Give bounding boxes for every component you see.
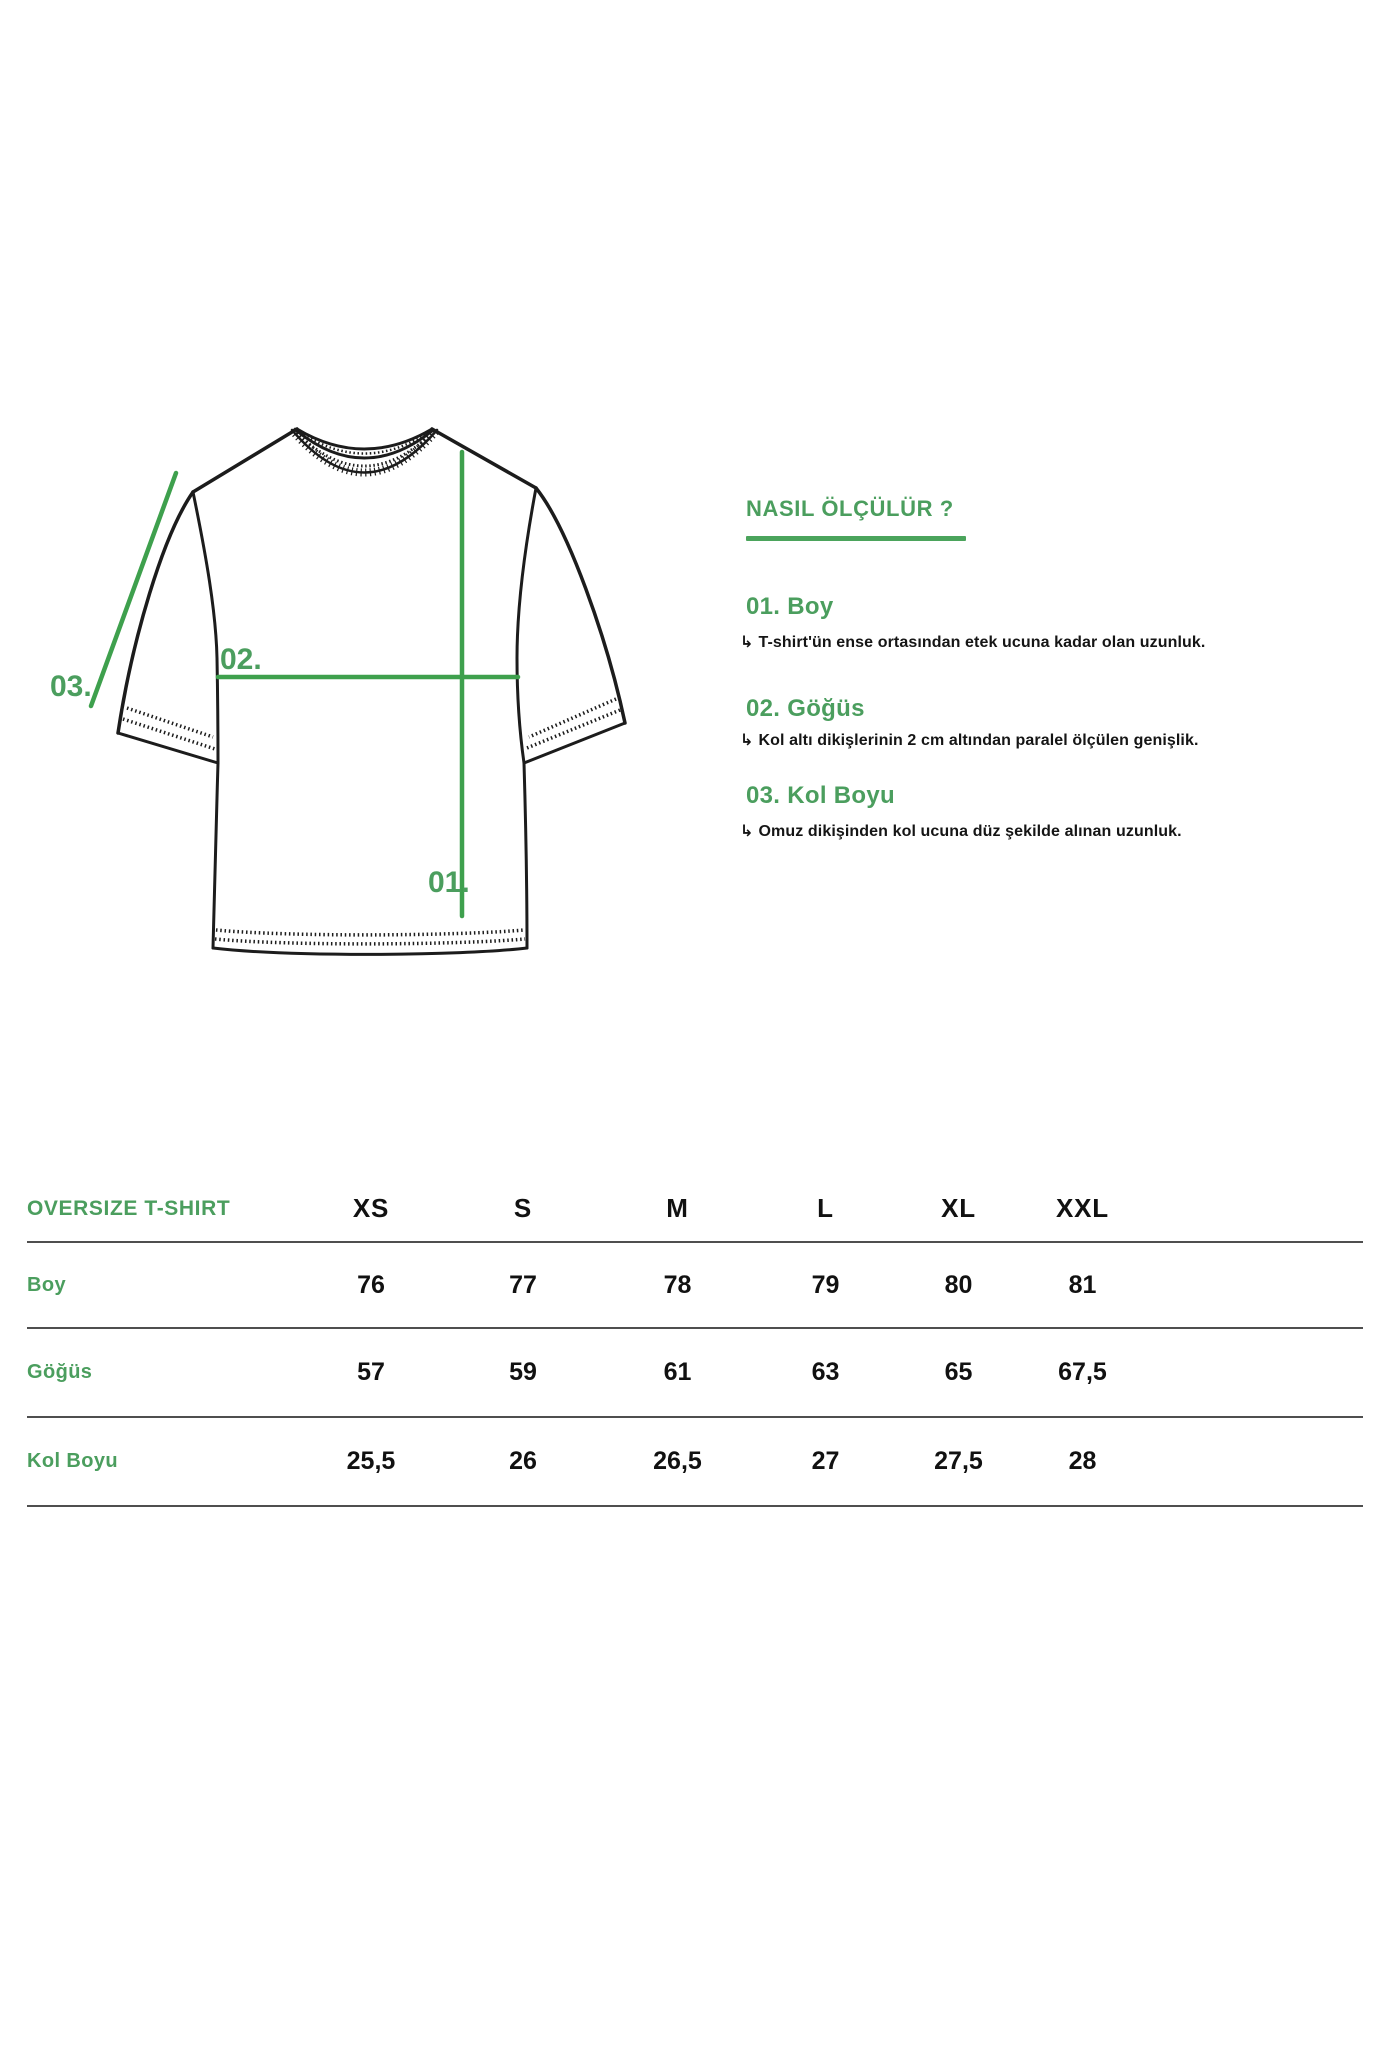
table-row-kol-boyu (27, 1418, 1363, 1507)
measurement-lines (91, 452, 518, 916)
size-value-cell: 78 (663, 1270, 692, 1299)
tshirt-outline (118, 429, 625, 954)
size-value-cell: 59 (509, 1358, 537, 1386)
size-value-cell: 65 (944, 1358, 973, 1386)
tshirt-measurement-diagram (40, 420, 680, 980)
howto-desc-text: T-shirt'ün ense ortasından etek ucuna kadar olan uzunluk. (758, 634, 1206, 651)
size-value-cell: 77 (509, 1270, 537, 1299)
size-column-header-xxl: XXL (1056, 1193, 1109, 1223)
size-value-cell: 57 (357, 1358, 385, 1386)
howto-item-desc-gogus (740, 730, 1199, 752)
measure-line-kol-boyu (91, 473, 176, 706)
table-row-gogus (27, 1329, 1363, 1418)
size-value-cell: 61 (663, 1358, 692, 1386)
stitching-lines (123, 699, 620, 944)
size-value-cell: 67,5 (1058, 1358, 1107, 1386)
howto-item-title-kol-boyu: 03. Kol Boyu (746, 782, 895, 809)
table-header-row (27, 1176, 1363, 1243)
howto-item-desc-kol-boyu (740, 821, 1182, 843)
return-arrow-icon: ↳ (740, 732, 754, 749)
measure-label-02: 02. (220, 643, 262, 676)
size-column-header-l: L (817, 1193, 834, 1223)
size-value-cell: 27,5 (934, 1447, 983, 1475)
size-value-cell: 25,5 (346, 1447, 396, 1475)
size-value-cell: 26 (509, 1447, 537, 1475)
row-label-gogus: Göğüs (27, 1361, 93, 1383)
size-column-header-m: M (666, 1193, 689, 1223)
row-label-boy: Boy (27, 1273, 66, 1296)
size-value-cell: 27 (811, 1447, 840, 1475)
size-value-cell: 79 (811, 1270, 840, 1299)
measure-label-01: 01. (428, 866, 470, 899)
size-column-header-xs: XS (352, 1193, 390, 1223)
size-value-cell: 26,5 (653, 1447, 702, 1475)
howto-panel (740, 496, 1346, 840)
title-underline (746, 536, 966, 541)
howto-title: NASIL ÖLÇÜLÜR ? (746, 496, 954, 521)
size-column-header-s: S (513, 1193, 533, 1223)
table-row-boy (27, 1243, 1363, 1329)
row-label-kol-boyu: Kol Boyu (27, 1450, 118, 1472)
return-arrow-icon: ↳ (740, 823, 754, 840)
size-table (27, 1176, 1363, 1507)
measure-label-03: 03. (50, 670, 92, 703)
howto-item-title-gogus: 02. Göğüs (746, 695, 865, 722)
collar (292, 429, 437, 473)
howto-item-title-boy: 01. Boy (746, 593, 834, 620)
howto-item-desc-boy (740, 632, 1205, 654)
size-value-cell: 76 (357, 1270, 385, 1299)
howto-desc-text: Kol altı dikişlerinin 2 cm altından paralel ölçülen genişlik. (758, 732, 1199, 749)
howto-desc-text: Omuz dikişinden kol ucuna düz şekilde alınan uzunluk. (758, 823, 1182, 840)
size-value-cell: 63 (811, 1358, 840, 1386)
size-value-cell: 81 (1068, 1270, 1097, 1299)
size-value-cell: 80 (944, 1270, 973, 1299)
size-column-header-xl: XL (941, 1193, 976, 1223)
table-product-label: OVERSIZE T-SHIRT (27, 1196, 231, 1220)
size-value-cell: 28 (1068, 1447, 1097, 1475)
return-arrow-icon: ↳ (740, 634, 754, 651)
